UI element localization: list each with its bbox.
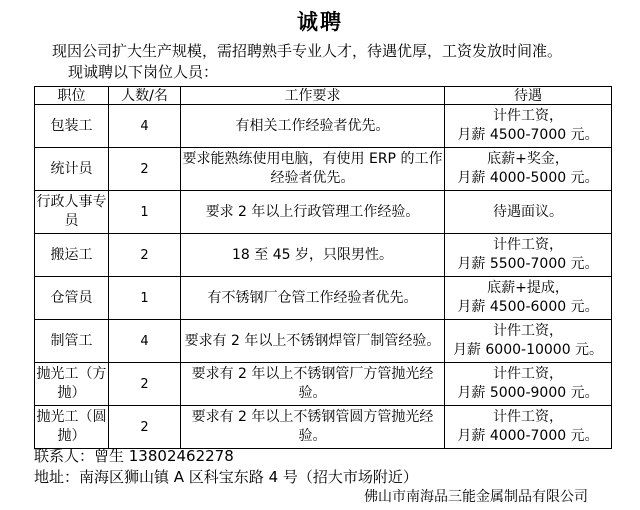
pay-type: 计件工资， (493, 323, 563, 339)
job-title: 仓管员 (35, 277, 109, 320)
job-pay (445, 363, 612, 406)
table-row (35, 406, 612, 449)
header-position: 职位 (35, 87, 109, 105)
job-count: 1 (109, 277, 181, 320)
job-requirement: 要求能熟练使用电脑，有使用 ERP 的工作经验者优先。 (181, 148, 445, 191)
intro-text (52, 41, 627, 83)
table-row (35, 191, 612, 234)
job-pay (445, 320, 612, 363)
job-count: 2 (109, 148, 181, 191)
job-pay (445, 406, 612, 449)
job-count: 2 (109, 234, 181, 277)
job-count: 4 (109, 105, 181, 148)
company-name: 佛山市南海品三能金属制品有限公司 (364, 489, 588, 505)
pay-type: 计件工资， (493, 108, 563, 124)
job-pay (445, 234, 612, 277)
job-pay (445, 191, 612, 234)
recruitment-table (34, 86, 612, 449)
pay-range: 月薪 5000-9000 元。 (457, 385, 599, 401)
table-row (35, 363, 612, 406)
pay-range: 月薪 4500-7000 元。 (457, 127, 599, 143)
job-requirement: 要求有 2 年以上不锈钢焊管厂制管经验。 (181, 320, 445, 363)
pay-type: 计件工资， (493, 409, 563, 425)
pay-range: 月薪 4500-6000 元。 (457, 299, 599, 315)
table-row (35, 234, 612, 277)
table-row (35, 277, 612, 320)
job-title: 抛光工（方抛） (35, 363, 109, 406)
intro-line-1: 现因公司扩大生产规模，需招聘熟手专业人才，待遇优厚，工资发放时间准。 (52, 42, 563, 60)
job-pay (445, 148, 612, 191)
pay-type: 计件工资， (493, 237, 563, 253)
table-row (35, 320, 612, 363)
table-row (35, 105, 612, 148)
job-count: 4 (109, 320, 181, 363)
page-title: 诚聘 (297, 10, 343, 34)
pay-type: 底薪+提成， (487, 280, 569, 296)
job-requirement: 要求有 2 年以上不锈钢管圆方管抛光经验。 (181, 406, 445, 449)
contact-info: 联系人：曾生 13802462278 (34, 447, 234, 465)
header-requirement: 工作要求 (181, 87, 445, 105)
job-title: 包装工 (35, 105, 109, 148)
job-requirement: 有相关工作经验者优先。 (181, 105, 445, 148)
job-title: 搬运工 (35, 234, 109, 277)
pay-type: 待遇面议。 (493, 203, 563, 220)
job-requirement: 有不锈钢厂仓管工作经验者优先。 (181, 277, 445, 320)
pay-type: 计件工资， (493, 366, 563, 382)
address-info: 地址：南海区狮山镇 A 区科宝东路 4 号（招大市场附近） (34, 468, 418, 486)
job-requirement: 18 至 45 岁，只限男性。 (181, 234, 445, 277)
job-pay (445, 277, 612, 320)
pay-range: 月薪 5500-7000 元。 (457, 256, 599, 272)
job-pay (445, 105, 612, 148)
job-title: 行政人事专员 (35, 191, 109, 234)
job-requirement: 要求有 2 年以上不锈钢管厂方管抛光经验。 (181, 363, 445, 406)
pay-type: 底薪+奖金， (487, 151, 569, 167)
header-count: 人数/名 (109, 87, 181, 105)
table-row (35, 148, 612, 191)
intro-line-2: 现诚聘以下岗位人员： (68, 63, 219, 81)
job-title: 制管工 (35, 320, 109, 363)
job-title: 抛光工（圆抛） (35, 406, 109, 449)
job-count: 2 (109, 363, 181, 406)
table-header-row (35, 87, 612, 105)
pay-range: 月薪 6000-10000 元。 (452, 342, 604, 358)
header-pay: 待遇 (445, 87, 612, 105)
pay-range: 月薪 4000-7000 元。 (457, 428, 599, 444)
job-count: 1 (109, 191, 181, 234)
job-title: 统计员 (35, 148, 109, 191)
job-count: 2 (109, 406, 181, 449)
pay-range: 月薪 4000-5000 元。 (457, 170, 599, 186)
job-requirement: 要求 2 年以上行政管理工作经验。 (181, 191, 445, 234)
